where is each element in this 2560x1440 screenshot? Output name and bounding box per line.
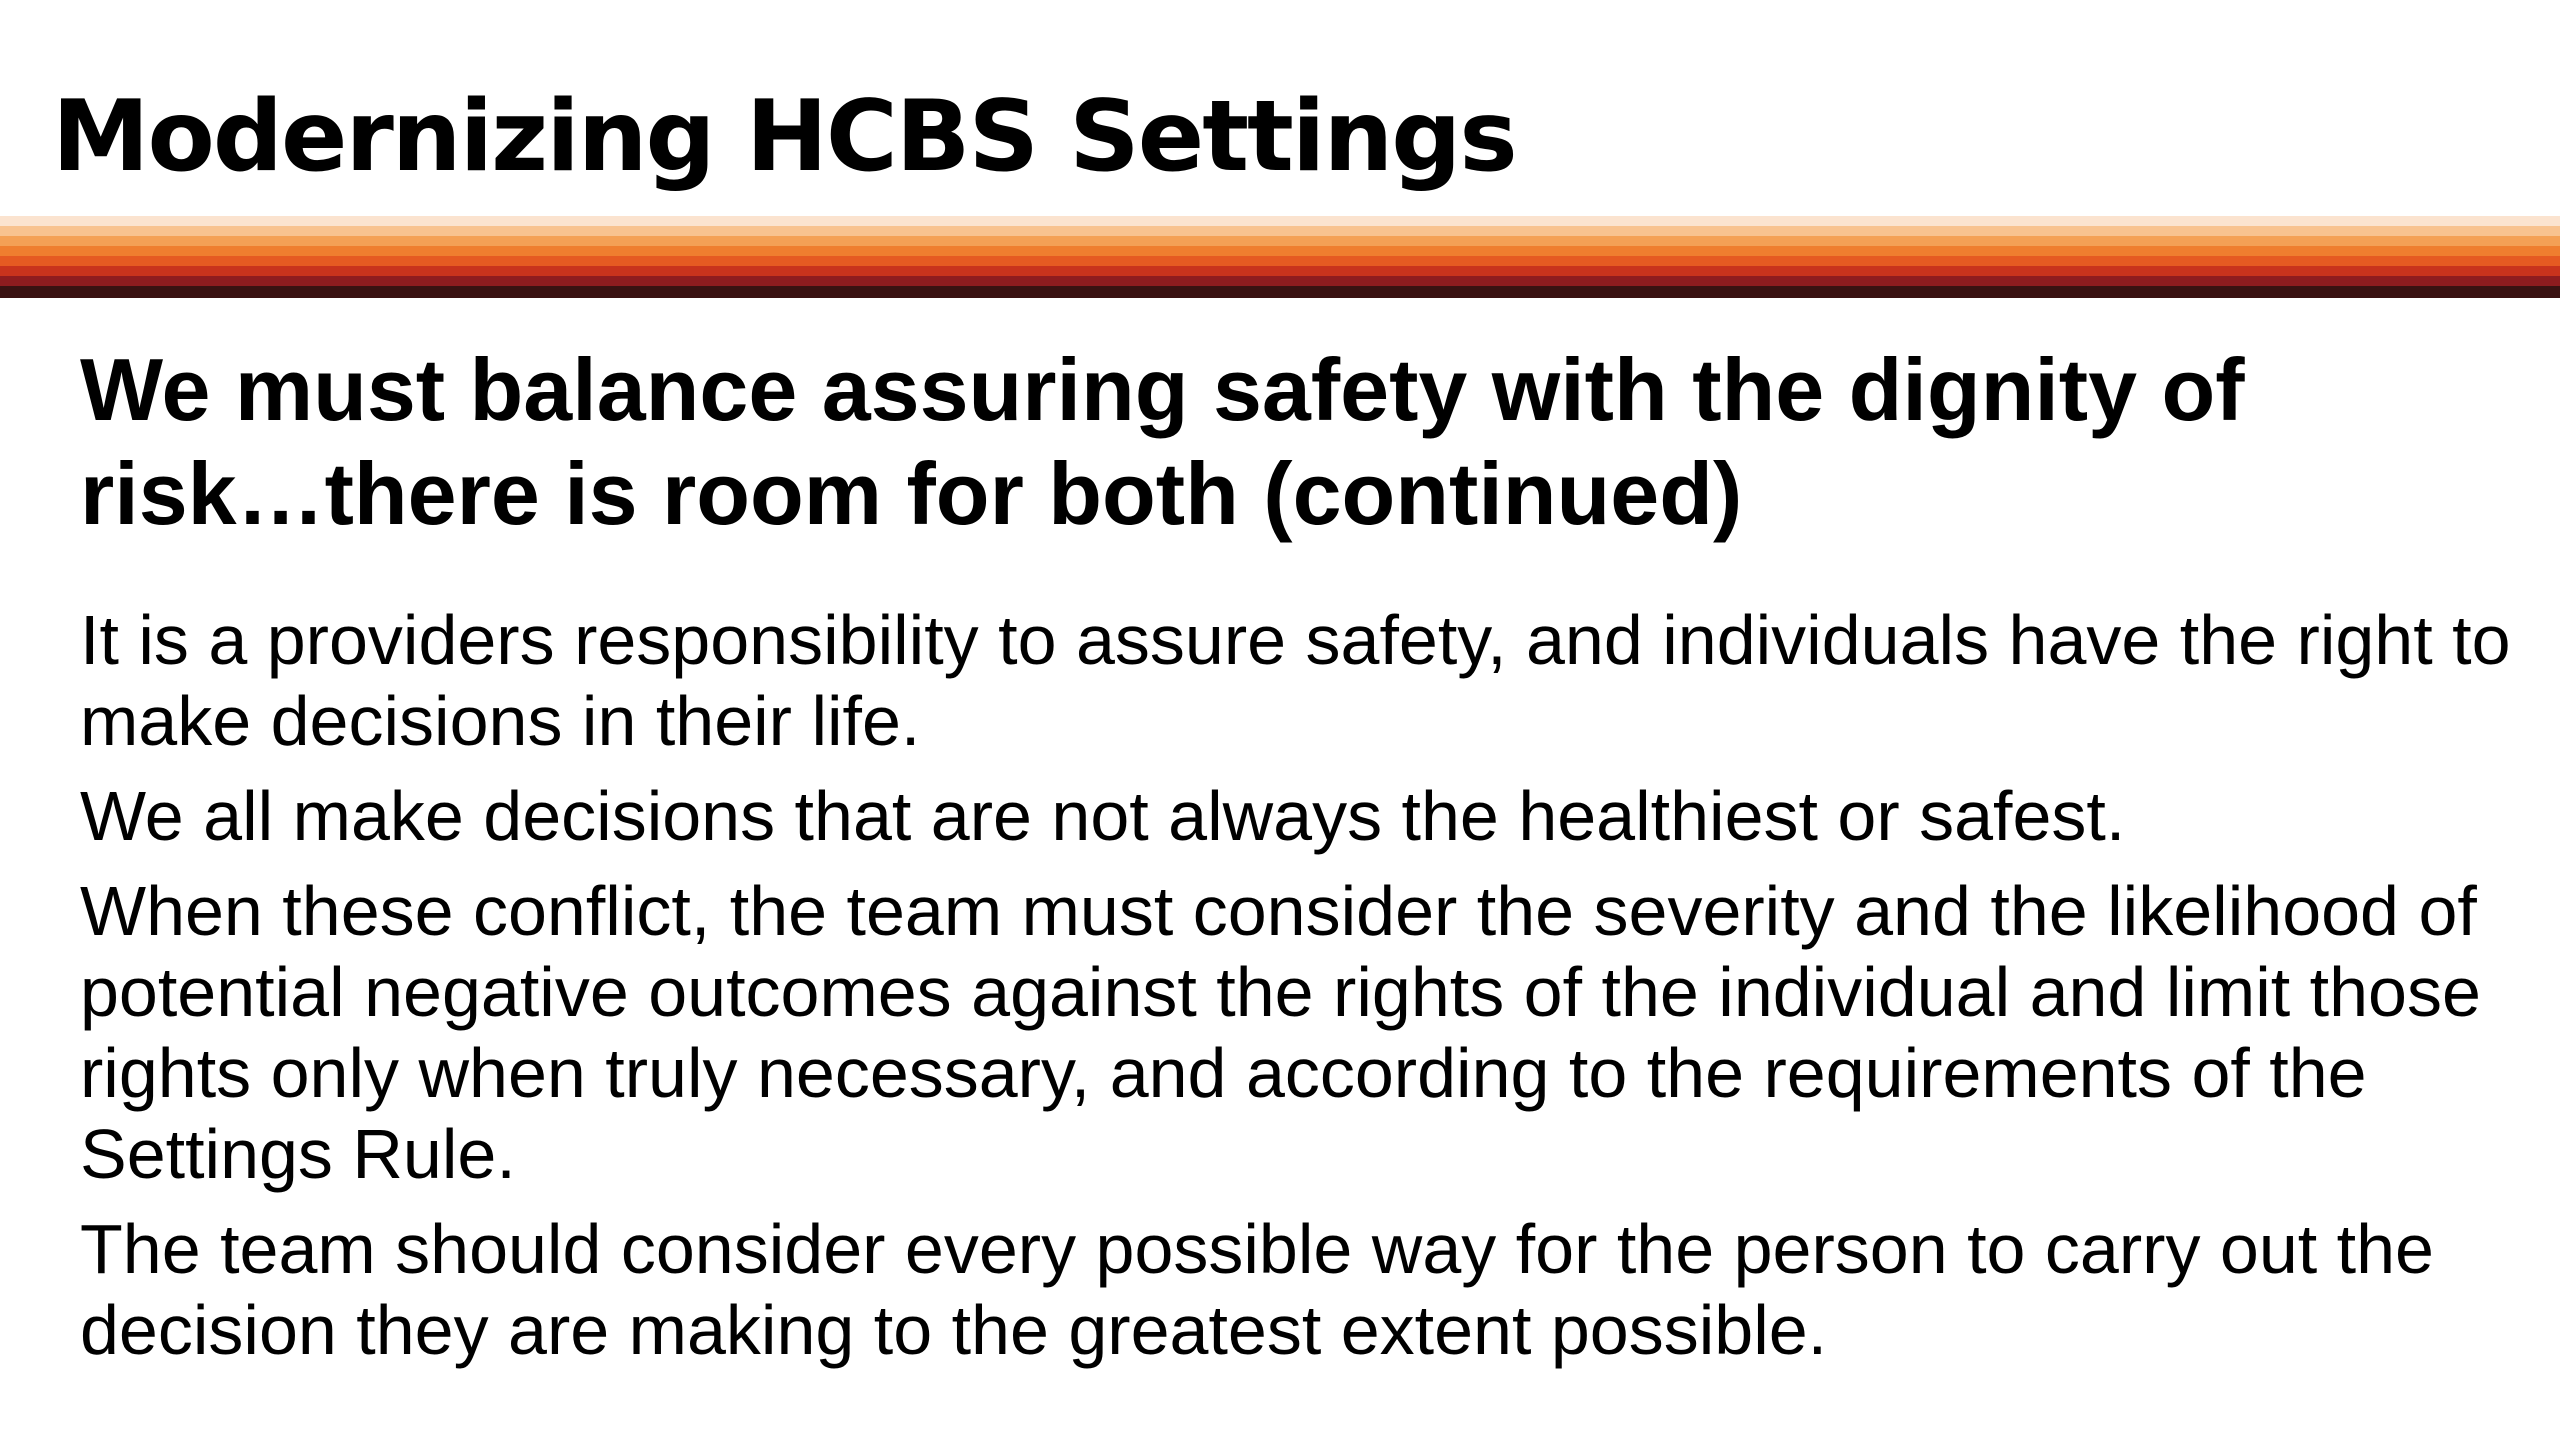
- decorative-stripe-bar: [0, 216, 2560, 298]
- body-paragraph-3: When these conflict, the team must consider the severity and the likelihood of potential negative outcomes against the rights of the individual and limit those rights only when truly necessary, and according to the requirements of the Settings Rule.: [80, 872, 2481, 1193]
- body-paragraph-1: It is a providers responsibility to assure safety, and individuals have the right to make decisions in their life.: [80, 601, 2511, 760]
- body-text-list: [80, 600, 2520, 1385]
- body-paragraph-4: The team should consider every possible way for the person to carry out the decision they are making to the greatest extent possible.: [80, 1210, 2434, 1369]
- slide-title: Modernizing HCBS Settings: [52, 80, 1516, 194]
- slide-subtitle: We must balance assuring safety with the dignity of risk…there is room for both (continued): [80, 340, 2245, 543]
- body-paragraph-2: We all make decisions that are not always the healthiest or safest.: [80, 777, 2126, 855]
